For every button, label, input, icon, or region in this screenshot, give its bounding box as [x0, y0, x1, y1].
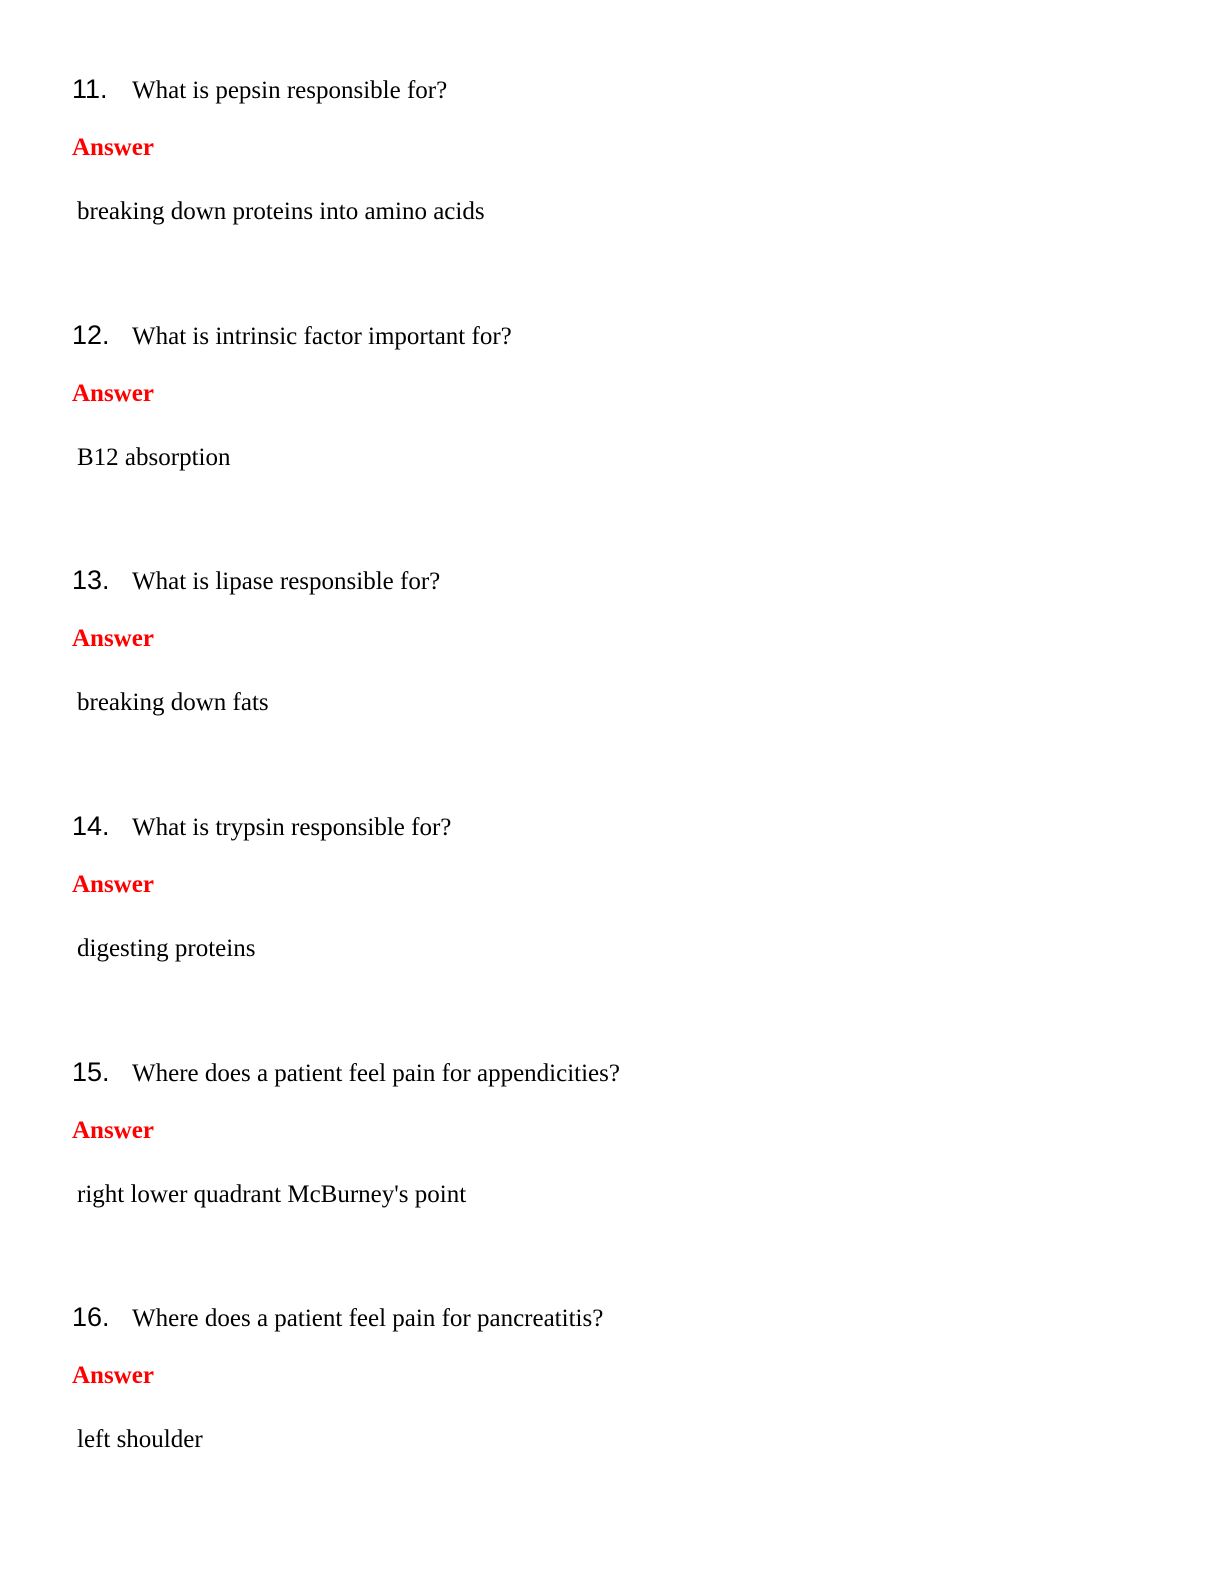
- answer-text: right lower quadrant McBurney's point: [77, 1181, 467, 1208]
- answer-label: Answer: [72, 134, 154, 161]
- answer-text: digesting proteins: [77, 935, 256, 962]
- answer-label: Answer: [72, 871, 154, 898]
- answer-label: Answer: [72, 380, 154, 407]
- qa-item-14: [72, 811, 1152, 1011]
- question-number: 14.: [72, 811, 110, 841]
- question: [72, 320, 512, 360]
- qa-item-12: [72, 320, 1152, 520]
- question: [72, 1302, 603, 1342]
- qa-item-16: [72, 1302, 1152, 1502]
- question-number: 12.: [72, 320, 110, 350]
- question-number: 16.: [72, 1302, 110, 1332]
- question-text: What is intrinsic factor important for?: [132, 323, 512, 350]
- question: [72, 811, 451, 851]
- question-number: 13.: [72, 565, 110, 595]
- qa-item-13: [72, 565, 1152, 765]
- answer-text: breaking down fats: [77, 689, 269, 716]
- question-text: Where does a patient feel pain for appendicities?: [132, 1060, 620, 1087]
- question-number: 15.: [72, 1057, 110, 1087]
- answer-label: Answer: [72, 625, 154, 652]
- qa-item-11: [72, 74, 1152, 274]
- question-text: What is pepsin responsible for?: [132, 77, 448, 104]
- question-number: 11.: [72, 74, 108, 104]
- answer-text: left shoulder: [77, 1426, 203, 1453]
- answer-label: Answer: [72, 1117, 154, 1144]
- answer-label: Answer: [72, 1362, 154, 1389]
- question: [72, 74, 447, 114]
- question-text: Where does a patient feel pain for pancreatitis?: [132, 1305, 604, 1332]
- question: [72, 565, 440, 605]
- question-text: What is lipase responsible for?: [132, 568, 441, 595]
- qa-item-15: [72, 1057, 1152, 1257]
- answer-text: breaking down proteins into amino acids: [77, 198, 485, 225]
- question-text: What is trypsin responsible for?: [132, 814, 452, 841]
- answer-text: B12 absorption: [77, 444, 231, 471]
- question: [72, 1057, 620, 1097]
